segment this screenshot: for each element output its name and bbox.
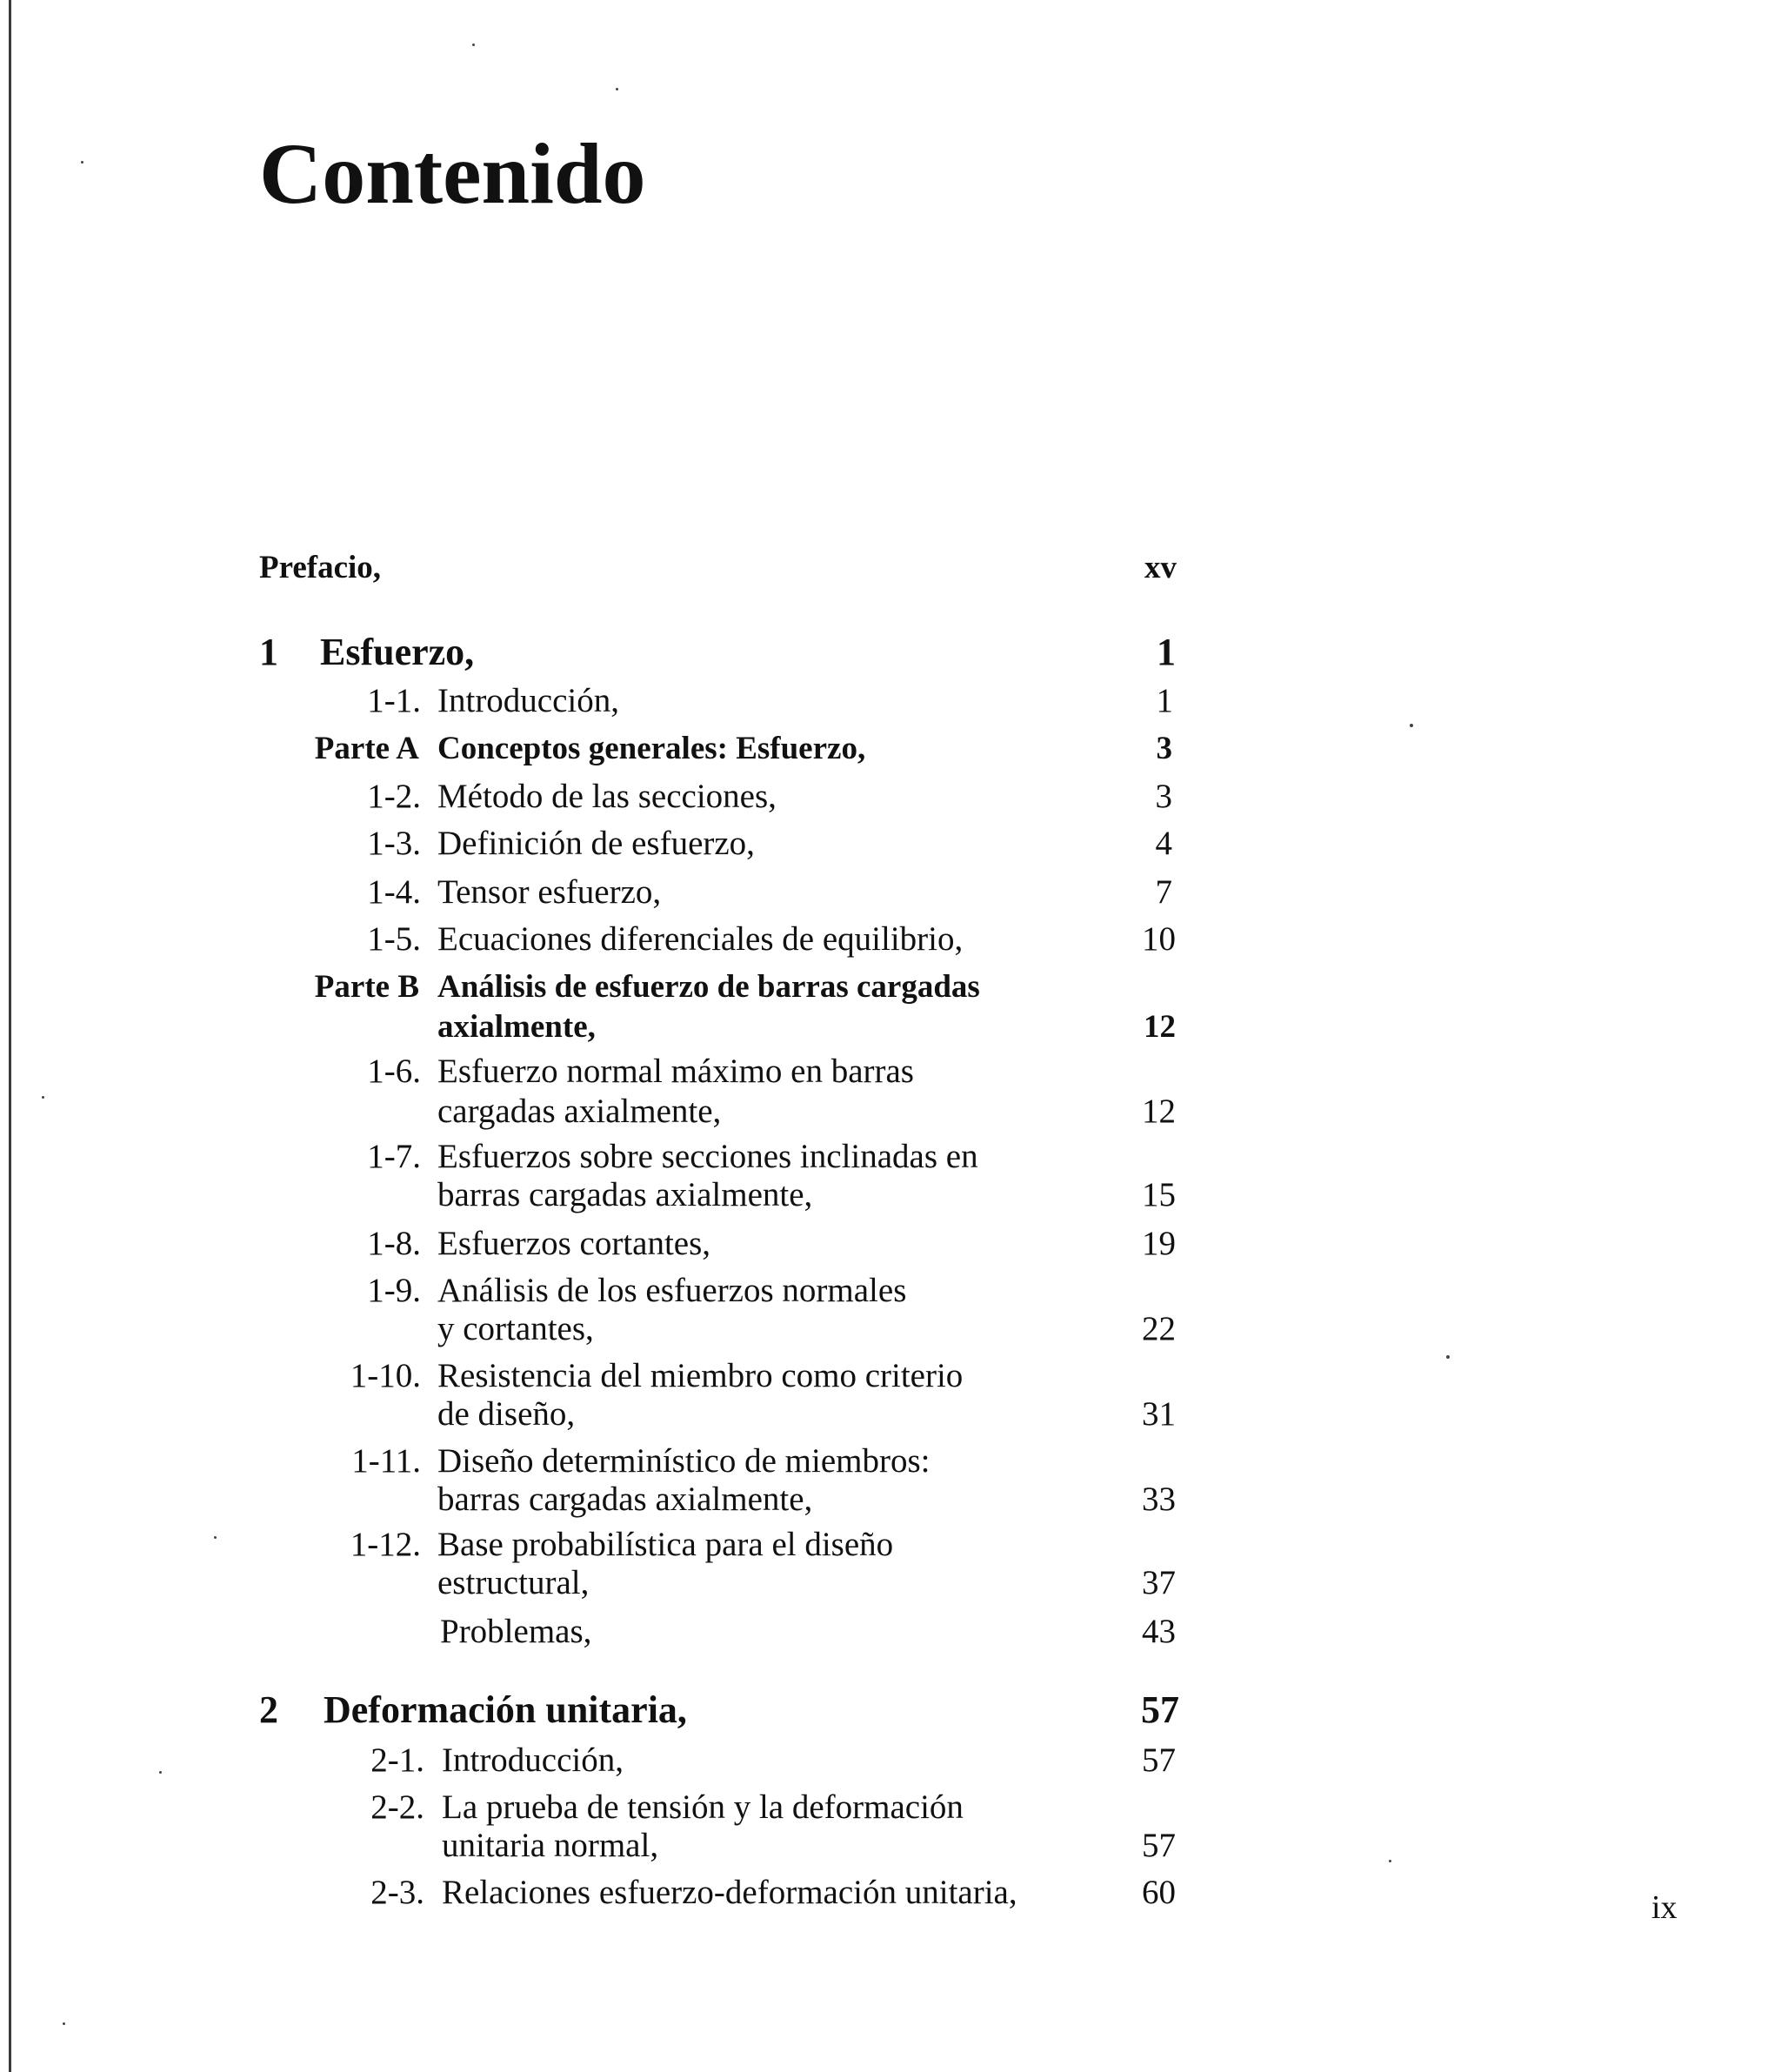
section-title: Método de las secciones, (437, 778, 777, 815)
section-title: Introducción, (442, 1741, 624, 1779)
section-title-line-2: barras cargadas axialmente, (437, 1480, 813, 1518)
section-page: 22 (1142, 1310, 1176, 1347)
section-page: 3 (1155, 778, 1172, 815)
toc-entry-label: Prefacio, (259, 550, 382, 585)
section-title-line-1: Esfuerzos sobre secciones inclinadas en (437, 1138, 978, 1175)
chapter-title: Deformación unitaria, (324, 1688, 687, 1731)
section-title-line-2: de diseño, (437, 1395, 576, 1433)
section-page: 19 (1142, 1225, 1176, 1262)
part-page: 12 (1144, 1009, 1176, 1045)
part-title-line-1: Análisis de esfuerzo de barras cargadas (437, 969, 980, 1005)
part-page: 3 (1156, 731, 1172, 766)
section-number: 1-11. (351, 1442, 421, 1480)
section-number: 1-4. (367, 873, 421, 911)
section-page: 4 (1155, 825, 1172, 862)
part-title: Conceptos generales: Esfuerzo, (437, 731, 866, 766)
section-title: Relaciones esfuerzo-deformación unitaria, (442, 1874, 1017, 1911)
section-title-line-2: estructural, (437, 1564, 590, 1601)
section-page: 10 (1142, 920, 1176, 958)
section-title-line-1: Esfuerzo normal máximo en barras (437, 1053, 914, 1090)
section-page: 57 (1142, 1741, 1176, 1779)
section-number: 1-6. (367, 1053, 421, 1090)
chapter-page: 57 (1141, 1688, 1179, 1731)
section-title-line-2: cargadas axialmente, (437, 1093, 722, 1130)
section-page: 37 (1142, 1564, 1176, 1601)
section-title: Introducción, (437, 682, 620, 719)
scan-speck (214, 1536, 217, 1539)
section-number: 1-3. (367, 825, 421, 862)
toc-entry-page: xv (1144, 550, 1177, 585)
section-title: Definición de esfuerzo, (437, 825, 755, 862)
section-title-line-2: y cortantes, (437, 1310, 594, 1347)
section-page: 1 (1156, 682, 1173, 719)
part-number: Parte B (314, 969, 419, 1005)
page-title: Contenido (259, 125, 646, 222)
section-title-line-1: Resistencia del miembro como criterio (437, 1357, 964, 1394)
section-page: 31 (1142, 1395, 1176, 1433)
scan-speck (1389, 1860, 1391, 1862)
section-title: Ecuaciones diferenciales de equilibrio, (437, 920, 964, 958)
chapter-title: Esfuerzo, (320, 631, 475, 673)
section-title: Tensor esfuerzo, (437, 873, 662, 911)
section-page: 33 (1142, 1480, 1176, 1518)
section-page: 12 (1142, 1093, 1176, 1130)
chapter-page: 1 (1157, 631, 1176, 673)
section-number: 1-2. (367, 778, 421, 815)
section-title-line-2: barras cargadas axialmente, (437, 1176, 813, 1213)
scan-speck (42, 1096, 44, 1099)
section-title: Esfuerzos cortantes, (437, 1225, 711, 1262)
section-title-line-2: unitaria normal, (442, 1827, 659, 1864)
section-number: 2-3. (370, 1874, 424, 1911)
section-number: 2-1. (370, 1741, 424, 1779)
section-number: 1-10. (350, 1357, 421, 1394)
section-number: 1-7. (367, 1138, 421, 1175)
section-number: 1-9. (367, 1272, 421, 1309)
part-title-line-2: axialmente, (437, 1009, 596, 1045)
chapter-number: 1 (259, 631, 278, 673)
part-number: Parte A (314, 731, 419, 766)
section-title-line-1: La prueba de tensión y la deformación (442, 1788, 964, 1826)
scan-speck (472, 43, 475, 46)
scan-speck (159, 1771, 162, 1774)
section-page: 60 (1142, 1874, 1176, 1911)
section-page: 43 (1142, 1613, 1176, 1650)
scan-speck (81, 161, 83, 164)
section-title-line-1: Análisis de los esfuerzos normales (437, 1272, 907, 1309)
scan-speck (1410, 724, 1413, 727)
section-page: 15 (1142, 1176, 1176, 1213)
section-number: 1-12. (350, 1526, 421, 1563)
page-number: ix (1651, 1889, 1678, 1926)
section-number: 2-2. (370, 1788, 424, 1826)
section-page: 7 (1155, 873, 1172, 911)
scan-speck (616, 88, 618, 90)
section-number: 1-8. (367, 1225, 421, 1262)
section-number: 1-5. (367, 920, 421, 958)
chapter-number: 2 (259, 1688, 278, 1731)
section-title: Problemas, (440, 1613, 592, 1650)
section-title-line-1: Base probabilística para el diseño (437, 1526, 894, 1563)
scan-speck (1446, 1355, 1450, 1359)
section-page: 57 (1142, 1827, 1176, 1864)
section-number: 1-1. (367, 682, 421, 719)
scan-speck (63, 2022, 65, 2025)
section-title-line-1: Diseño determinístico de miembros: (437, 1442, 931, 1480)
